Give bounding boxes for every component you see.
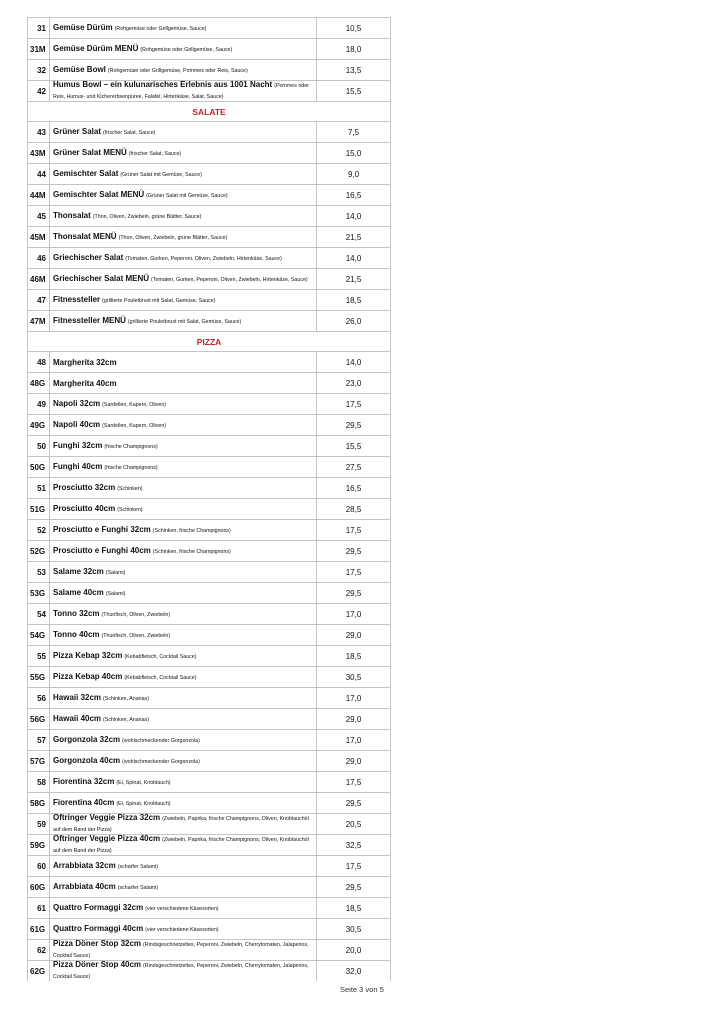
item-price: 17,5: [316, 562, 391, 582]
menu-item-row: [27, 414, 391, 435]
item-number: 62G: [27, 961, 49, 981]
item-ingredients: (Ei, Spinat, Knoblauch): [116, 800, 171, 807]
section-title: SALATE: [192, 106, 226, 117]
item-description: [49, 290, 316, 310]
item-description: [49, 311, 316, 331]
menu-item-row: [27, 142, 391, 163]
item-ingredients: (Kebabfleisch, Cocktail Sauce): [124, 674, 197, 681]
item-ingredients: (Grüner Salat mit Gemüse, Sauce): [120, 171, 202, 178]
menu-item-row: [27, 226, 391, 247]
item-price: 18,0: [316, 39, 391, 59]
item-name: Salame 40cm: [53, 587, 104, 597]
item-ingredients: (Sardellen, Kapern, Oliven): [102, 401, 167, 408]
item-price: 20,5: [316, 814, 391, 834]
menu-item-row: [27, 519, 391, 540]
section-pizza: [27, 331, 391, 351]
item-ingredients: (Tomaten, Gurken, Peperoni, Oliven, Zwiebeln, Hirtenkäse, Sauce): [151, 276, 308, 283]
item-price: 29,5: [316, 415, 391, 435]
item-name: Gemüse Dürüm: [53, 22, 113, 32]
item-name: Arrabbiata 32cm: [53, 860, 116, 870]
item-description: [49, 227, 316, 247]
item-number: 47M: [27, 311, 49, 331]
item-price: 29,0: [316, 751, 391, 771]
item-ingredients: (scharfer Salami): [117, 884, 159, 891]
item-price: 15,5: [316, 81, 391, 101]
menu-item-row: [27, 289, 391, 310]
page-number: Seite 3 von 5: [340, 985, 384, 994]
menu-item-row: [27, 498, 391, 519]
item-name: Gorgonzola 32cm: [53, 734, 121, 744]
menu-item-row: [27, 310, 391, 331]
menu-item-row: [27, 456, 391, 477]
item-number: 54G: [27, 625, 49, 645]
item-price: 28,5: [316, 499, 391, 519]
menu-item-row: [27, 939, 391, 960]
menu-item-row: [27, 708, 391, 729]
item-number: 46M: [27, 269, 49, 289]
item-ingredients: (Grüner Salat mit Gemüse, Sauce): [146, 192, 228, 199]
item-name: Gemischter Salat MENÜ: [53, 189, 145, 199]
menu-item-row: [27, 729, 391, 750]
item-ingredients: (Salami): [105, 590, 126, 597]
item-name: Fiorentina 32cm: [53, 776, 115, 786]
item-number: 54: [27, 604, 49, 624]
item-ingredients: (Rohgemüse oder Grillgemüse, Sauce): [140, 46, 233, 53]
item-description: [49, 940, 316, 960]
item-description: [49, 730, 316, 750]
item-ingredients: (Schinken): [117, 485, 143, 492]
menu-item-row: [27, 163, 391, 184]
item-number: 43M: [27, 143, 49, 163]
item-name: Quattro Formaggi 32cm: [53, 902, 144, 912]
item-number: 42: [27, 81, 49, 101]
item-number: 45: [27, 206, 49, 226]
item-name: Grüner Salat MENÜ: [53, 147, 127, 157]
item-number: 61G: [27, 919, 49, 939]
item-number: 52G: [27, 541, 49, 561]
item-name: Margherita 40cm: [53, 378, 117, 388]
item-number: 62: [27, 940, 49, 960]
item-name: Funghi 40cm: [53, 461, 103, 471]
item-price: 17,0: [316, 730, 391, 750]
item-number: 31M: [27, 39, 49, 59]
item-description: [49, 206, 316, 226]
item-ingredients: (wohlschmeckender Gorgonzola): [122, 758, 200, 765]
item-name: Prosciutto 32cm: [53, 482, 116, 492]
item-price: 7,5: [316, 122, 391, 142]
menu-item-row: [27, 918, 391, 939]
item-description: [49, 60, 316, 80]
section-salate: [27, 101, 391, 121]
item-description: [49, 499, 316, 519]
item-number: 51G: [27, 499, 49, 519]
item-price: 17,5: [316, 520, 391, 540]
item-name: Salame 32cm: [53, 566, 104, 576]
item-price: 20,0: [316, 940, 391, 960]
item-description: [49, 667, 316, 687]
item-number: 59: [27, 814, 49, 834]
menu-item-row: [27, 687, 391, 708]
item-ingredients: (frischer Salat, Sauce): [103, 129, 156, 136]
item-price: 30,5: [316, 919, 391, 939]
item-price: 15,0: [316, 143, 391, 163]
item-price: 32,5: [316, 835, 391, 855]
menu-item-row: [27, 477, 391, 498]
item-name: Grüner Salat: [53, 126, 102, 136]
item-number: 57: [27, 730, 49, 750]
item-number: 46: [27, 248, 49, 268]
item-description: [49, 415, 316, 435]
item-ingredients: (Thunfisch, Oliven, Zwiebeln): [101, 632, 171, 639]
item-name: Napoli 32cm: [53, 398, 101, 408]
item-ingredients: (Rindsgeschnetzeltes, Peperoni, Zwiebeln, Cherrytomaten, Jalapenos, Cocktail Sauce): [53, 942, 309, 959]
item-price: 32,0: [316, 961, 391, 981]
item-description: [49, 919, 316, 939]
item-number: 45M: [27, 227, 49, 247]
menu-item-row: [27, 205, 391, 226]
menu-table: [27, 17, 391, 981]
menu-item-row: [27, 38, 391, 59]
item-number: 47: [27, 290, 49, 310]
menu-item-row: [27, 645, 391, 666]
item-price: 9,0: [316, 164, 391, 184]
item-name: Gemischter Salat: [53, 168, 119, 178]
item-price: 18,5: [316, 646, 391, 666]
item-description: [49, 185, 316, 205]
menu-item-row: [27, 268, 391, 289]
item-description: [49, 751, 316, 771]
item-ingredients: (Sardellen, Kapern, Oliven): [102, 422, 167, 429]
item-price: 17,0: [316, 604, 391, 624]
item-description: [49, 39, 316, 59]
item-name: Oftringer Veggie Pizza 32cm: [53, 814, 161, 822]
item-name: Pizza Kebap 32cm: [53, 650, 123, 660]
item-ingredients: (vier verschiedene Käsesorten): [145, 905, 219, 912]
item-name: Thonsalat MENÜ: [53, 231, 117, 241]
item-number: 48: [27, 352, 49, 372]
item-description: [49, 814, 316, 834]
item-number: 60: [27, 856, 49, 876]
item-price: 17,0: [316, 688, 391, 708]
item-ingredients: (Tomaten, Gurken, Peperoni, Oliven, Zwiebeln, Hirtenkäse, Sauce): [125, 255, 282, 262]
menu-item-row: [27, 435, 391, 456]
item-description: [49, 248, 316, 268]
item-price: 26,0: [316, 311, 391, 331]
menu-item-row: [27, 960, 391, 981]
item-price: 10,5: [316, 18, 391, 38]
item-name: Gemüse Bowl: [53, 64, 106, 74]
menu-item-row: [27, 247, 391, 268]
menu-item-row: [27, 792, 391, 813]
menu-item-row: [27, 666, 391, 687]
item-number: 49: [27, 394, 49, 414]
item-name: Pizza Döner Stop 32cm: [53, 940, 142, 948]
menu-item-row: [27, 813, 391, 834]
item-name: Fitnessteller MENÜ: [53, 315, 126, 325]
item-ingredients: (vier verschiedene Käsesorten): [145, 926, 219, 933]
item-number: 49G: [27, 415, 49, 435]
item-ingredients: (Thunfisch, Oliven, Zwiebeln): [101, 611, 171, 618]
item-description: [49, 352, 316, 372]
item-ingredients: (Rohgemüse oder Grillgemüse, Sauce): [114, 25, 207, 32]
menu-item-row: [27, 582, 391, 603]
menu-item-row: [27, 59, 391, 80]
item-ingredients: (Pommes oder Reis, Humus- und Kichererbsenpüree, Falafel, Hirtenkäse, Salat, Sauce): [53, 83, 309, 100]
section-title: PIZZA: [196, 336, 222, 347]
item-price: 21,5: [316, 269, 391, 289]
item-ingredients: (Rohgemüse oder Grillgemüse, Pommes oder Reis, Sauce): [107, 67, 248, 74]
item-ingredients: (Salami): [105, 569, 126, 576]
item-name: Oftringer Veggie Pizza 40cm: [53, 835, 161, 843]
item-price: 29,5: [316, 541, 391, 561]
item-name: Thonsalat: [53, 210, 91, 220]
item-name: Fitnessteller: [53, 294, 101, 304]
item-name: Arrabbiata 40cm: [53, 881, 116, 891]
item-ingredients: (frischer Salat, Sauce): [128, 150, 182, 157]
item-name: Margherita 32cm: [53, 357, 117, 367]
item-number: 48G: [27, 373, 49, 393]
item-description: [49, 373, 316, 393]
item-number: 55G: [27, 667, 49, 687]
item-ingredients: (Rindsgeschnetzeltes, Peperoni, Zwiebeln, Cherrytomaten, Jalapenos, Cocktail Sauce): [53, 963, 309, 980]
item-description: [49, 604, 316, 624]
item-price: 18,5: [316, 290, 391, 310]
item-description: [49, 877, 316, 897]
item-number: 44M: [27, 185, 49, 205]
item-price: 14,0: [316, 206, 391, 226]
menu-item-row: [27, 121, 391, 142]
item-description: [49, 164, 316, 184]
item-price: 15,5: [316, 436, 391, 456]
menu-item-row: [27, 540, 391, 561]
item-number: 60G: [27, 877, 49, 897]
menu-item-row: [27, 80, 391, 101]
item-name: Griechischer Salat: [53, 252, 124, 262]
item-number: 53: [27, 562, 49, 582]
item-number: 59G: [27, 835, 49, 855]
item-number: 56G: [27, 709, 49, 729]
item-ingredients: (Zwiebeln, Paprika, frische Champignons, Oliven, Knoblauchöl auf dem Rand der Pizza): [53, 816, 309, 833]
menu-item-row: [27, 624, 391, 645]
item-ingredients: (grillierte Pouletbrust mit Salat, Gemüse, Sauce): [127, 318, 242, 325]
item-description: [49, 520, 316, 540]
item-ingredients: (wohlschmeckender Gorgonzola): [122, 737, 200, 744]
item-number: 43: [27, 122, 49, 142]
item-name: Prosciutto e Funghi 40cm: [53, 545, 151, 555]
item-price: 21,5: [316, 227, 391, 247]
item-price: 14,0: [316, 248, 391, 268]
item-number: 53G: [27, 583, 49, 603]
item-description: [49, 898, 316, 918]
item-number: 58G: [27, 793, 49, 813]
menu-item-row: [27, 603, 391, 624]
item-number: 44: [27, 164, 49, 184]
item-name: Griechischer Salat MENÜ: [53, 273, 150, 283]
item-price: 27,5: [316, 457, 391, 477]
menu-item-row: [27, 876, 391, 897]
item-ingredients: (Thon, Oliven, Zwiebeln, grüne Blätter, Sauce): [118, 234, 228, 241]
menu-item-row: [27, 750, 391, 771]
item-description: [49, 583, 316, 603]
item-number: 55: [27, 646, 49, 666]
item-description: [49, 961, 316, 981]
item-ingredients: (Thon, Oliven, Zwiebeln, grüne Blätter, Sauce): [92, 213, 202, 220]
item-price: 23,0: [316, 373, 391, 393]
item-ingredients: (Kebabfleisch, Cocktail Sauce): [124, 653, 197, 660]
item-description: [49, 18, 316, 38]
item-number: 58: [27, 772, 49, 792]
item-name: Tonno 32cm: [53, 608, 100, 618]
item-price: 29,5: [316, 793, 391, 813]
item-number: 56: [27, 688, 49, 708]
item-name: Quattro Formaggi 40cm: [53, 923, 144, 933]
item-number: 50: [27, 436, 49, 456]
item-description: [49, 269, 316, 289]
item-ingredients: (frische Champignons): [104, 443, 158, 450]
item-description: [49, 835, 316, 855]
item-number: 57G: [27, 751, 49, 771]
item-name: Prosciutto e Funghi 32cm: [53, 524, 151, 534]
item-number: 51: [27, 478, 49, 498]
item-description: [49, 143, 316, 163]
item-description: [49, 793, 316, 813]
item-name: Hawaii 32cm: [53, 692, 102, 702]
item-price: 30,5: [316, 667, 391, 687]
item-name: Pizza Kebap 40cm: [53, 671, 123, 681]
item-price: 16,5: [316, 185, 391, 205]
item-number: 52: [27, 520, 49, 540]
item-description: [49, 772, 316, 792]
item-name: Gemüse Dürüm MENÜ: [53, 43, 139, 53]
item-ingredients: (Schinken, frische Champignons): [152, 548, 231, 555]
item-price: 17,5: [316, 772, 391, 792]
item-price: 16,5: [316, 478, 391, 498]
item-ingredients: (Schinken, frische Champignons): [152, 527, 231, 534]
item-price: 29,5: [316, 877, 391, 897]
item-name: Humus Bowl – ein kulunarisches Erlebnis aus 1001 Nacht: [53, 81, 273, 89]
menu-item-row: [27, 184, 391, 205]
item-description: [49, 562, 316, 582]
menu-item-row: [27, 372, 391, 393]
item-description: [49, 436, 316, 456]
item-ingredients: (grillierte Pouletbrust mit Salat, Gemüse, Sauce): [102, 297, 216, 304]
item-name: Prosciutto 40cm: [53, 503, 116, 513]
item-description: [49, 122, 316, 142]
menu-item-row: [27, 771, 391, 792]
item-number: 50G: [27, 457, 49, 477]
item-description: [49, 81, 316, 101]
item-description: [49, 856, 316, 876]
item-name: Pizza Döner Stop 40cm: [53, 961, 142, 969]
item-price: 18,5: [316, 898, 391, 918]
item-price: 29,5: [316, 583, 391, 603]
item-description: [49, 646, 316, 666]
menu-item-row: [27, 17, 391, 38]
item-ingredients: (Schinken, Ananas): [103, 716, 149, 723]
menu-item-row: [27, 561, 391, 582]
item-name: Funghi 32cm: [53, 440, 103, 450]
item-price: 17,5: [316, 856, 391, 876]
item-price: 29,0: [316, 709, 391, 729]
item-name: Napoli 40cm: [53, 419, 101, 429]
item-name: Hawaii 40cm: [53, 713, 102, 723]
item-description: [49, 541, 316, 561]
item-price: 13,5: [316, 60, 391, 80]
item-number: 31: [27, 18, 49, 38]
item-description: [49, 625, 316, 645]
item-description: [49, 394, 316, 414]
menu-item-row: [27, 393, 391, 414]
item-name: Tonno 40cm: [53, 629, 100, 639]
item-description: [49, 457, 316, 477]
menu-item-row: [27, 834, 391, 855]
item-ingredients: (Schinken): [117, 506, 143, 513]
menu-item-row: [27, 897, 391, 918]
item-price: 17,5: [316, 394, 391, 414]
item-number: 61: [27, 898, 49, 918]
item-ingredients: (Ei, Spinat, Knoblauch): [116, 779, 171, 786]
item-number: 32: [27, 60, 49, 80]
item-ingredients: (Schinken, Ananas): [103, 695, 149, 702]
item-description: [49, 478, 316, 498]
item-ingredients: (scharfer Salami): [117, 863, 159, 870]
item-price: 29,0: [316, 625, 391, 645]
item-ingredients: (frische Champignons): [104, 464, 158, 471]
item-name: Gorgonzola 40cm: [53, 755, 121, 765]
item-name: Fiorentina 40cm: [53, 797, 115, 807]
menu-item-row: [27, 855, 391, 876]
item-description: [49, 688, 316, 708]
menu-item-row: [27, 351, 391, 372]
item-price: 14,0: [316, 352, 391, 372]
item-ingredients: (Zwiebeln, Paprika, frische Champignons, Oliven, Knoblauchöl auf dem Rand der Pizza): [53, 837, 309, 854]
item-description: [49, 709, 316, 729]
